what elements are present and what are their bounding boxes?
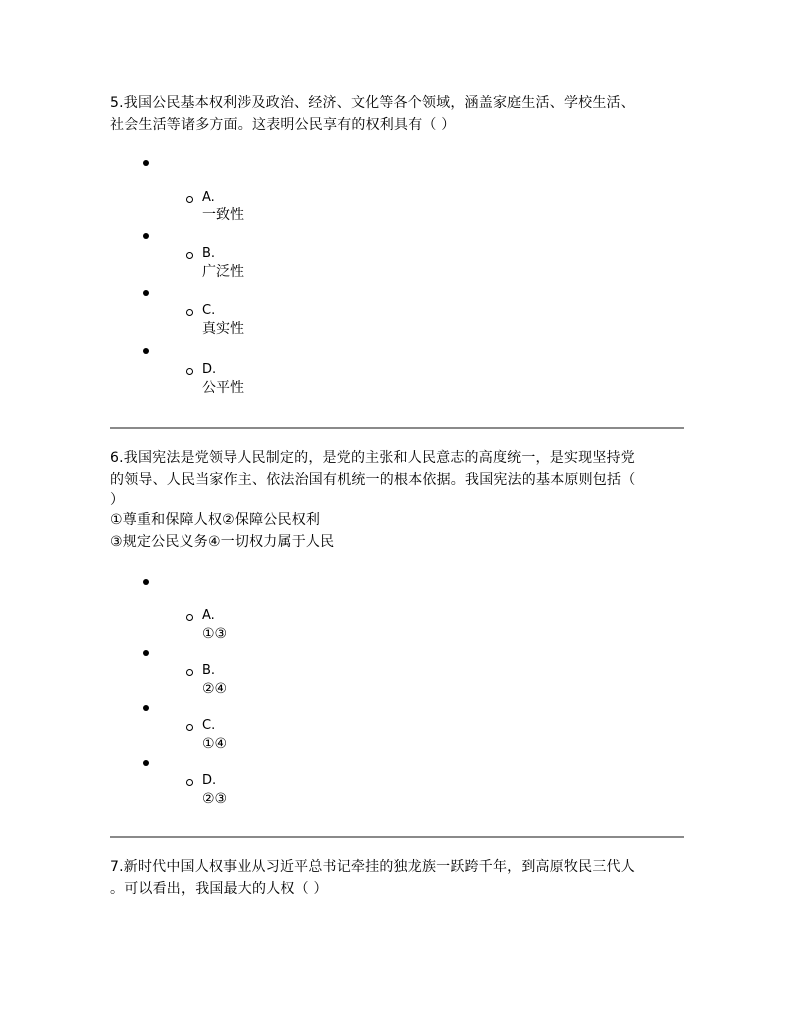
option-c-letter: C. (202, 718, 216, 733)
option-d-circle[interactable] (186, 368, 193, 375)
question-stem-line: 6.我国宪法是党领导人民制定的，是党的主张和人民意志的高度统一，是实现坚持党 (110, 450, 635, 466)
option-a-value[interactable]: ①③ (202, 626, 228, 642)
option-b-circle[interactable] (186, 669, 193, 676)
option-a-value[interactable]: 一致性 (202, 207, 244, 223)
question-stem (110, 856, 685, 900)
option-c-value[interactable]: 真实性 (202, 321, 244, 337)
list-bullet (143, 348, 149, 354)
option-a-circle[interactable] (186, 196, 193, 203)
option-d-letter: D. (202, 362, 217, 377)
question-stem-line: 5.我国公民基本权利涉及政治、经济、文化等各个领域，涵盖家庭生活、学校生活、 (110, 95, 635, 111)
list-bullet (143, 705, 149, 711)
question-stem-line: 7.新时代中国人权事业从习近平总书记牵挂的独龙族一跃跨千年，到高原牧民三代人 (110, 859, 635, 875)
option-b-letter: B. (202, 246, 216, 261)
option-c-circle[interactable] (186, 309, 193, 316)
question-stem-line: ③规定公民义务④一切权力属于人民 (110, 534, 335, 550)
option-d-value[interactable]: 公平性 (202, 380, 244, 396)
option-d-value[interactable]: ②③ (202, 791, 228, 807)
option-b-value[interactable]: ②④ (202, 681, 228, 697)
question-stem-line: ） (110, 492, 125, 508)
question-stem-line: 的领导、人民当家作主、依法治国有机统一的根本依据。我国宪法的基本原则包括（ (110, 472, 636, 488)
question-divider (110, 836, 684, 838)
option-c-value[interactable]: ①④ (202, 736, 228, 752)
option-d-circle[interactable] (186, 779, 193, 786)
question-stem (110, 447, 685, 553)
list-bullet (143, 579, 149, 585)
option-c-circle[interactable] (186, 724, 193, 731)
option-b-value[interactable]: 广泛性 (202, 264, 244, 280)
question-stem-line: ①尊重和保障人权②保障公民权利 (110, 512, 321, 528)
option-a-letter: A. (202, 190, 215, 205)
option-c-letter: C. (202, 303, 216, 318)
list-bullet (143, 650, 149, 656)
option-a-letter: A. (202, 608, 215, 623)
option-d-letter: D. (202, 773, 217, 788)
question-divider (110, 427, 684, 429)
list-bullet (143, 160, 149, 166)
question-stem-line: 。可以看出，我国最大的人权（ ） (110, 881, 328, 897)
list-bullet (143, 290, 149, 296)
option-a-circle[interactable] (186, 614, 193, 621)
list-bullet (143, 233, 149, 239)
option-b-letter: B. (202, 663, 216, 678)
option-b-circle[interactable] (186, 252, 193, 259)
list-bullet (143, 760, 149, 766)
question-stem-line: 社会生活等诸多方面。这表明公民享有的权利具有（ ） (110, 117, 456, 133)
question-stem (110, 92, 685, 136)
